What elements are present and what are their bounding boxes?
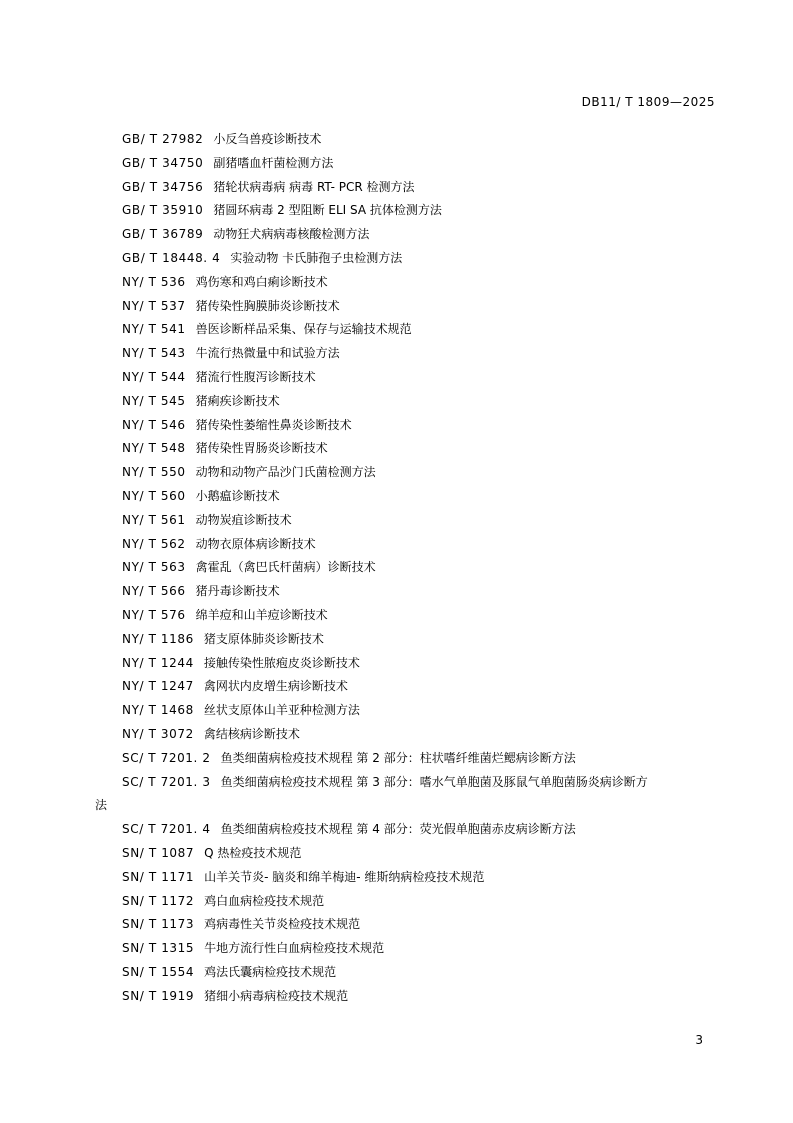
reference-code: NY/ T 546 <box>122 417 186 432</box>
reference-item <box>95 818 720 842</box>
reference-title: 丝状支原体山羊亚种检测方法 <box>203 703 360 718</box>
reference-code: SC/ T 7201. 2 <box>122 750 211 765</box>
reference-item <box>95 556 720 580</box>
reference-code: NY/ T 548 <box>122 441 186 456</box>
reference-code: NY/ T 537 <box>122 298 186 313</box>
reference-title: 猪细小病毒病检疫技术规范 <box>204 988 349 1003</box>
reference-title: 猪传染性胸膜肺炎诊断技术 <box>195 298 340 313</box>
reference-item <box>95 890 720 914</box>
reference-title: 禽霍乱（禽巴氏杆菌病）诊断技术 <box>195 560 376 575</box>
reference-code: NY/ T 544 <box>122 369 186 384</box>
reference-title: 禽结核病诊断技术 <box>203 726 300 741</box>
reference-item <box>95 176 720 200</box>
reference-title: Q 热检疫技术规范 <box>204 845 302 860</box>
reference-title: 鱼类细菌病检疫技术规程 第 3 部分：嗜水气单胞菌及豚鼠气单胞菌肠炎病诊断方 <box>220 774 648 789</box>
reference-code: NY/ T 566 <box>122 584 186 599</box>
reference-item <box>95 414 720 438</box>
doc-header: DB11/ T 1809—2025 <box>581 95 715 109</box>
reference-code: SN/ T 1173 <box>122 917 195 932</box>
reference-item <box>95 604 720 628</box>
reference-code: SC/ T 7201. 4 <box>122 822 211 837</box>
reference-code: GB/ T 34750 <box>122 155 204 170</box>
reference-item <box>95 295 720 319</box>
reference-code: GB/ T 18448. 4 <box>122 250 221 265</box>
reference-code: NY/ T 1468 <box>122 703 194 718</box>
reference-title: 猪支原体肺炎诊断技术 <box>203 631 324 646</box>
reference-item <box>95 723 720 747</box>
reference-item <box>95 390 720 414</box>
reference-title: 猪轮状病毒病 病毒 RT- PCR 检测方法 <box>213 179 415 194</box>
reference-item <box>95 318 720 342</box>
reference-code: NY/ T 543 <box>122 346 186 361</box>
reference-code: SC/ T 7201. 3 <box>122 774 211 789</box>
reference-code: NY/ T 545 <box>122 393 186 408</box>
reference-item <box>95 628 720 652</box>
reference-title: 牛地方流行性白血病检疫技术规范 <box>204 941 385 956</box>
reference-title: 小反刍兽疫诊断技术 <box>213 132 322 146</box>
reference-code: NY/ T 1186 <box>122 631 194 646</box>
reference-title: 小鹅瘟诊断技术 <box>195 488 280 503</box>
reference-title: 动物衣原体病诊断技术 <box>195 536 316 551</box>
reference-title: 猪痢疾诊断技术 <box>195 393 280 408</box>
reference-item <box>95 580 720 604</box>
reference-title: 鱼类细菌病检疫技术规程 第 4 部分：荧光假单胞菌赤皮病诊断方法 <box>220 822 576 837</box>
reference-item <box>95 461 720 485</box>
reference-title: 猪传染性胃肠炎诊断技术 <box>195 441 328 456</box>
reference-code: NY/ T 550 <box>122 465 186 480</box>
reference-title: 鸡病毒性关节炎检疫技术规范 <box>204 917 361 932</box>
reference-title: 副猪嗜血杆菌检测方法 <box>213 155 334 170</box>
reference-title: 实验动物 卡氏肺孢子虫检测方法 <box>230 250 403 265</box>
reference-item <box>95 842 720 866</box>
reference-code: SN/ T 1315 <box>122 941 195 956</box>
reference-item <box>95 913 720 937</box>
reference-item <box>95 366 720 390</box>
reference-item <box>95 152 720 176</box>
reference-code: GB/ T 34756 <box>122 179 204 194</box>
reference-code: GB/ T 27982 <box>122 132 204 146</box>
reference-code: SN/ T 1172 <box>122 893 195 908</box>
reference-title: 鱼类细菌病检疫技术规程 第 2 部分：柱状嗜纤维菌烂鳃病诊断方法 <box>220 750 576 765</box>
reference-title: 猪流行性腹泻诊断技术 <box>195 369 316 384</box>
reference-list <box>95 128 720 1008</box>
reference-item <box>95 866 720 890</box>
reference-title: 禽网状内皮增生病诊断技术 <box>203 679 348 694</box>
reference-title: 鸡伤寒和鸡白痢诊断技术 <box>195 274 328 289</box>
reference-title: 绵羊痘和山羊痘诊断技术 <box>195 607 328 622</box>
reference-item <box>95 747 720 771</box>
reference-title: 接触传染性脓疱皮炎诊断技术 <box>203 655 360 670</box>
reference-title: 动物和动物产品沙门氏菌检测方法 <box>195 465 376 480</box>
reference-title: 兽医诊断样品采集、保存与运输技术规范 <box>195 322 412 337</box>
reference-code: NY/ T 541 <box>122 322 186 337</box>
reference-code: GB/ T 36789 <box>122 227 204 242</box>
reference-title: 动物狂犬病病毒核酸检测方法 <box>213 227 370 242</box>
reference-item <box>95 223 720 247</box>
reference-item <box>95 961 720 985</box>
reference-code: NY/ T 1244 <box>122 655 194 670</box>
reference-item <box>95 533 720 557</box>
reference-code: SN/ T 1554 <box>122 964 195 979</box>
reference-item <box>95 128 720 152</box>
reference-title: 牛流行热微量中和试验方法 <box>195 346 340 361</box>
reference-item <box>95 771 720 819</box>
reference-code: SN/ T 1087 <box>122 845 195 860</box>
page-number: 3 <box>695 1033 703 1047</box>
reference-code: NY/ T 562 <box>122 536 186 551</box>
reference-item <box>95 485 720 509</box>
reference-code: SN/ T 1171 <box>122 869 195 884</box>
reference-item <box>95 271 720 295</box>
reference-item <box>95 509 720 533</box>
reference-item <box>95 985 720 1009</box>
reference-title: 动物炭疽诊断技术 <box>195 512 292 527</box>
reference-title: 山羊关节炎- 脑炎和绵羊梅迪- 维斯纳病检疫技术规范 <box>204 869 485 884</box>
reference-title: 鸡白血病检疫技术规范 <box>204 893 325 908</box>
reference-code: NY/ T 536 <box>122 274 186 289</box>
reference-item <box>95 247 720 271</box>
reference-title: 猪圆环病毒 2 型阻断 ELI SA 抗体检测方法 <box>213 203 442 218</box>
reference-item <box>95 699 720 723</box>
reference-title-continuation: 法 <box>95 798 108 813</box>
reference-code: NY/ T 3072 <box>122 726 194 741</box>
reference-code: GB/ T 35910 <box>122 203 204 218</box>
reference-item <box>95 199 720 223</box>
reference-code: NY/ T 576 <box>122 607 186 622</box>
reference-item <box>95 437 720 461</box>
reference-code: NY/ T 561 <box>122 512 186 527</box>
reference-item <box>95 937 720 961</box>
reference-item <box>95 342 720 366</box>
reference-title: 猪丹毒诊断技术 <box>195 584 280 599</box>
reference-item <box>95 675 720 699</box>
reference-code: SN/ T 1919 <box>122 988 195 1003</box>
reference-item <box>95 652 720 676</box>
reference-title: 猪传染性萎缩性鼻炎诊断技术 <box>195 417 352 432</box>
reference-code: NY/ T 1247 <box>122 679 194 694</box>
reference-title: 鸡法氏囊病检疫技术规范 <box>204 964 337 979</box>
reference-code: NY/ T 560 <box>122 488 186 503</box>
reference-code: NY/ T 563 <box>122 560 186 575</box>
